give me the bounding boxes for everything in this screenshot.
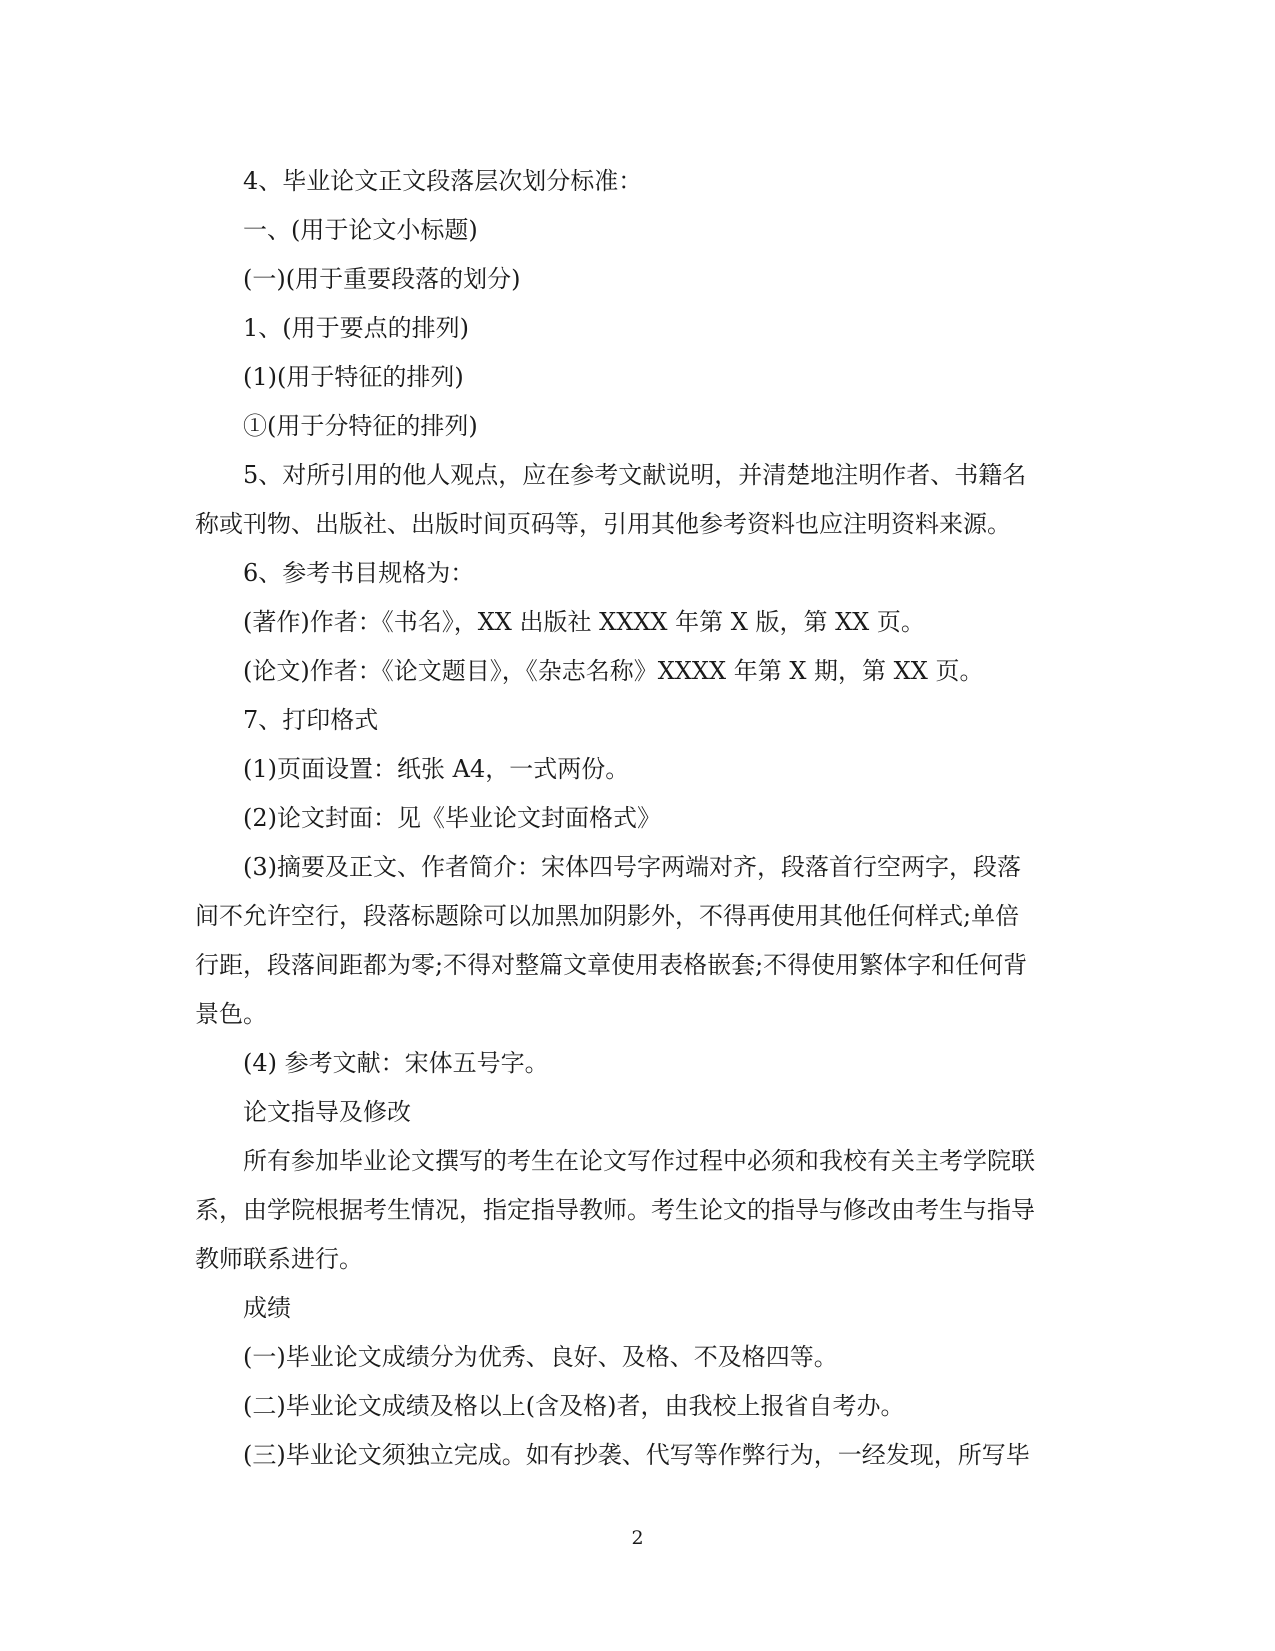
text-line: 称或刊物、出版社、出版时间页码等，引用其他参考资料也应注明资料来源。 (195, 510, 1011, 538)
text-line: (一)毕业论文成绩分为优秀、良好、及格、不及格四等。 (243, 1343, 838, 1371)
text-line: 1、(用于要点的排列) (243, 314, 469, 342)
text-line: 4、毕业论文正文段落层次划分标准： (243, 167, 643, 195)
text-line: 所有参加毕业论文撰写的考生在论文写作过程中必须和我校有关主考学院联 (243, 1147, 1035, 1175)
text-line: 系，由学院根据考生情况，指定指导教师。考生论文的指导与修改由考生与指导 (195, 1196, 1035, 1224)
text-line: (1)(用于特征的排列) (243, 363, 464, 391)
text-line: (3)摘要及正文、作者简介：宋体四号字两端对齐，段落首行空两字，段落 (243, 853, 1021, 881)
text-line: 间不允许空行，段落标题除可以加黑加阴影外，不得再使用其他任何样式;单倍 (195, 902, 1020, 930)
text-line: (著作)作者：《书名》，XX 出版社 XXXX 年第 X 版，第 XX 页。 (243, 608, 925, 636)
text-line: 行距，段落间距都为零;不得对整篇文章使用表格嵌套;不得使用繁体字和任何背 (195, 951, 1028, 979)
text-line: 7、打印格式 (243, 706, 379, 734)
text-line: (1)页面设置：纸张 A4，一式两份。 (243, 755, 630, 783)
text-line: 教师联系进行。 (195, 1245, 363, 1273)
text-line: (论文)作者：《论文题目》，《杂志名称》XXXX 年第 X 期，第 XX 页。 (243, 657, 984, 685)
section-heading: 论文指导及修改 (243, 1098, 411, 1126)
text-line: (一)(用于重要段落的划分) (243, 265, 521, 293)
text-line: (4) 参考文献：宋体五号字。 (243, 1049, 549, 1077)
text-line: 景色。 (195, 1000, 267, 1028)
text-line: (2)论文封面：见《毕业论文封面格式》 (243, 804, 661, 832)
text-line: 一、(用于论文小标题) (243, 216, 478, 244)
text-line: (二)毕业论文成绩及格以上(含及格)者，由我校上报省自考办。 (243, 1392, 905, 1420)
text-line: (三)毕业论文须独立完成。如有抄袭、代写等作弊行为，一经发现，所写毕 (243, 1441, 1030, 1469)
text-line: 5、对所引用的他人观点，应在参考文献说明，并清楚地注明作者、书籍名 (243, 461, 1027, 489)
section-heading: 成绩 (243, 1294, 291, 1322)
text-line: ①(用于分特征的排列) (243, 412, 478, 440)
page-number: 2 (631, 1527, 644, 1549)
text-line: 6、参考书目规格为： (243, 559, 475, 587)
document-body (195, 157, 1075, 1480)
